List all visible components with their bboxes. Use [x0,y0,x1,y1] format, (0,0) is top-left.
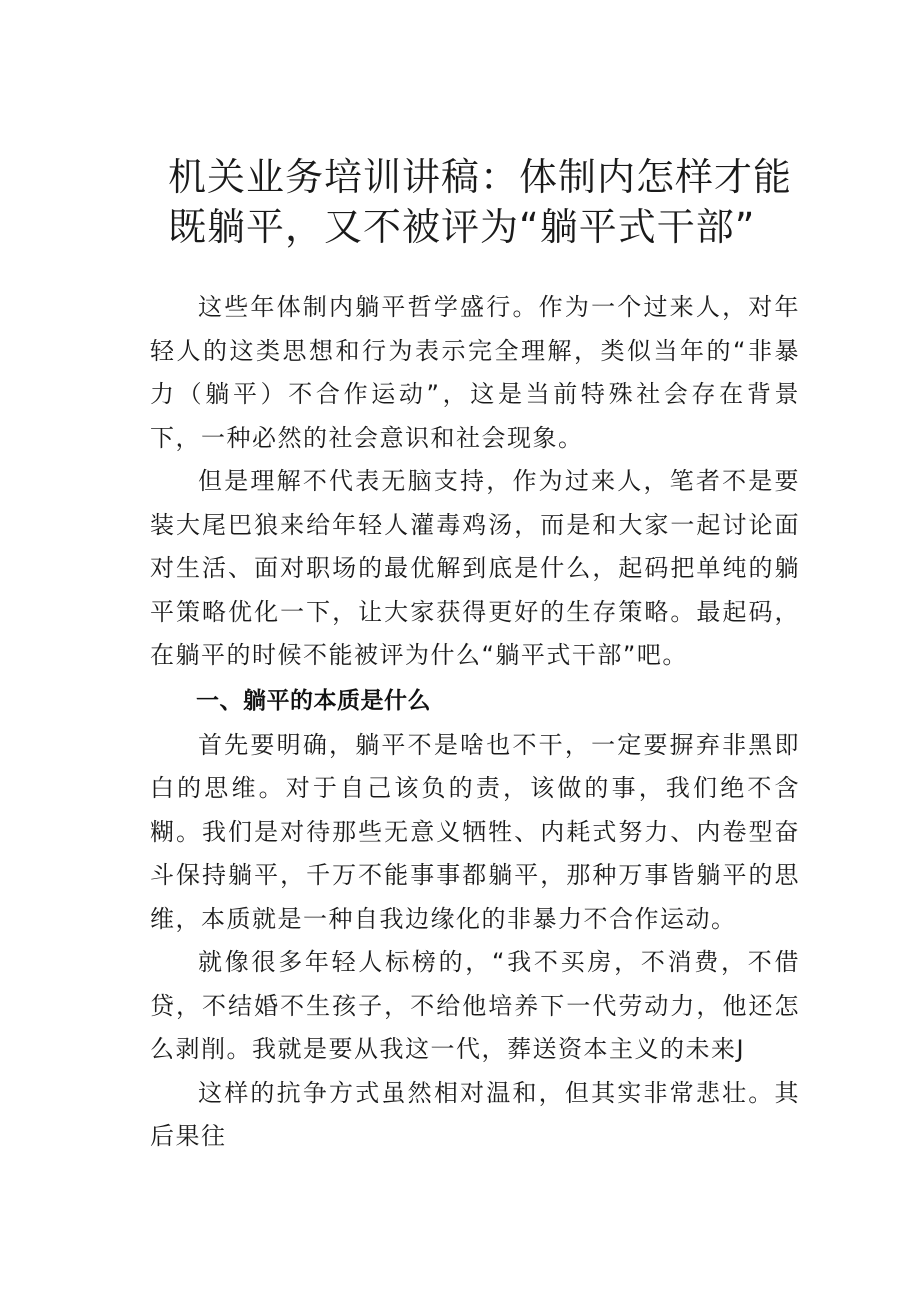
document-body [150,286,800,1159]
paragraph-essence: 首先要明确，躺平不是啥也不干，一定要摒弃非黑即白的思维。对于自己该负的责，该做的事，我们绝不含糊。我们是对待那些无意义牺牲、内耗式努力、内卷型奋斗保持躺平，千万不能事事都躺平，那种万事皆躺平的思维，本质就是一种自我边缘化的非暴力不合作运动。 [150,730,800,933]
section-heading-1: 一、躺平的本质是什么 [196,687,431,714]
paragraph-intro: 这些年体制内躺平哲学盛行。作为一个过来人，对年轻人的这类思想和行为表示完全理解，类似当年的“非暴力（躺平）不合作运动”，这是当前特殊社会存在背景下，一种必然的社会意识和社会现象。 [150,293,800,452]
paragraph-consequence: 这样的抗争方式虽然相对温和，但其实非常悲壮。其后果往 [150,1078,800,1150]
paragraph-young-people-quote: 就像很多年轻人标榜的，“我不买房，不消费，不借贷，不结婚不生孩子，不给他培养下一代劳动力，他还怎么剥削。我就是要从我这一代，葬送资本主义的未来J [150,948,800,1063]
paragraph-understanding: 但是理解不代表无脑支持，作为过来人，笔者不是要装大尾巴狼来给年轻人灌毒鸡汤，而是和大家一起讨论面对生活、面对职场的最优解到底是什么，起码把单纯的躺平策略优化一下，让大家获得更好的生存策略。最起码，在躺平的时候不能被评为什么“躺平式干部”吧。 [150,467,800,669]
document-title: 机关业务培训讲稿：体制内怎样才能既躺平，又不被评为“躺平式干部” [168,155,793,249]
